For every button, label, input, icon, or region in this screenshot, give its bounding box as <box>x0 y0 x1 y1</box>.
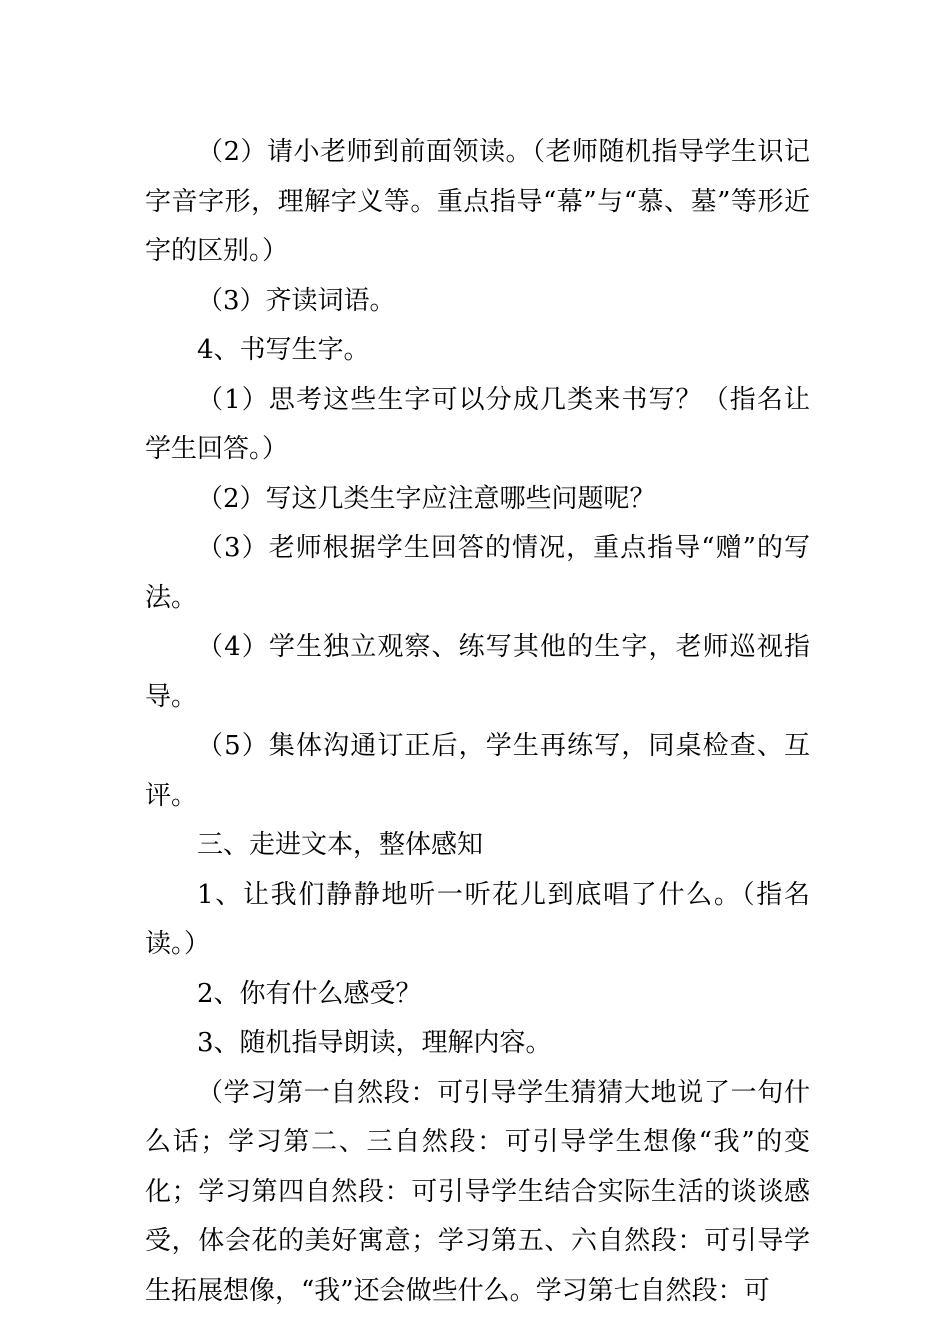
paragraph-teacher-guidance: （3）老师根据学生回答的情况，重点指导“赠”的写法。 <box>145 533 810 613</box>
paragraph-listen-flowers: 1、让我们静静地听一听花儿到底唱了什么。（指名读。） <box>145 879 810 959</box>
document-body <box>145 128 810 1316</box>
paragraph-guided-reading: 3、随机指导朗读，理解内容。 <box>197 1028 552 1058</box>
paragraph-lead-reading: （2）请小老师到前面领读。（老师随机指导学生识记字音字形，理解字义等。重点指导“幕”与“慕、墓”等形近字的区别。） <box>145 137 810 266</box>
paragraph-independent-practice: （4）学生独立观察、练写其他的生字，老师巡视指导。 <box>145 632 810 712</box>
paragraph-write-characters: 4、书写生字。 <box>197 335 370 365</box>
paragraph-study-notes: （学习第一自然段：可引导学生猜猜大地说了一句什么话；学习第二、三自然段：可引导学生想像“我”的变化；学习第四自然段：可引导学生结合实际生活的谈谈感受，体会花的美好寓意；学习第五、六自然段：可引导学生拓展想像，“我”还会做些什么。学习第七自然段：可 <box>145 1077 810 1306</box>
paragraph-read-words: （3）齐读词语。 <box>197 285 396 316</box>
paragraph-classify-characters: （1）思考这些生字可以分成几类来书写？（指名让学生回答。） <box>145 384 810 464</box>
paragraph-feelings: 2、你有什么感受？ <box>197 978 422 1009</box>
paragraph-peer-review: （5）集体沟通订正后，学生再练写，同桌检查、互评。 <box>145 731 810 811</box>
section-heading-text-perception: 三、走进文本，整体感知 <box>197 830 484 860</box>
paragraph-writing-issues: （2）写这几类生字应注意哪些问题呢？ <box>197 483 656 514</box>
